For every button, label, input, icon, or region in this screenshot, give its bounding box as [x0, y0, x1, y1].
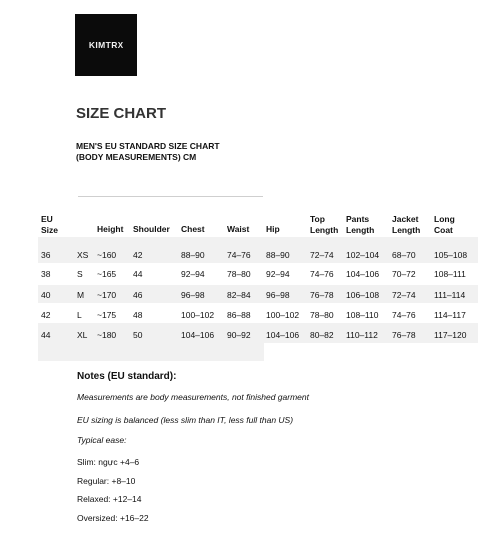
header-pants-length: Pants Length: [346, 214, 375, 235]
cell-long-coat: 111–114: [434, 290, 466, 300]
subtitle-line-1: MEN'S EU STANDARD SIZE CHART: [76, 141, 220, 151]
cell-letter: L: [77, 310, 82, 320]
cell-height: ~180: [97, 330, 117, 340]
divider: [78, 196, 263, 197]
cell-height: ~160: [97, 250, 117, 260]
cell-letter: M: [77, 290, 85, 300]
header-hip: Hip: [266, 224, 280, 234]
cell-long-coat: 117–120: [434, 330, 467, 340]
cell-shoulder: 48: [133, 310, 143, 320]
cell-eu: 42: [41, 310, 51, 320]
cell-chest: 92–94: [181, 269, 205, 279]
header-height: Height: [97, 224, 124, 234]
cell-chest: 104–106: [181, 330, 215, 340]
cell-shoulder: 44: [133, 269, 143, 279]
cell-hip: 104–106: [266, 330, 300, 340]
note-ease-regular: Regular: +8–10: [77, 476, 136, 486]
header-eu-size: EU Size: [41, 214, 59, 235]
header-waist: Waist: [227, 224, 250, 234]
cell-pants-length: 104–106: [346, 269, 380, 279]
cell-chest: 88–90: [181, 250, 205, 260]
cell-shoulder: 50: [133, 330, 143, 340]
cell-chest: 96–98: [181, 290, 205, 300]
brand-logo: [75, 14, 137, 76]
cell-top-length: 74–76: [310, 269, 334, 279]
cell-waist: 86–88: [227, 310, 251, 320]
row-shade-tail: [38, 343, 264, 361]
cell-shoulder: 42: [133, 250, 143, 260]
cell-pants-length: 106–108: [346, 290, 380, 300]
note-ease-oversized: Oversized: +16–22: [77, 513, 149, 523]
cell-hip: 88–90: [266, 250, 290, 260]
cell-hip: 96–98: [266, 290, 290, 300]
header-chest: Chest: [181, 224, 205, 234]
chart-subtitle: [76, 141, 336, 162]
note-typical-ease: Typical ease:: [77, 435, 127, 445]
note-sizing-balance: EU sizing is balanced (less slim than IT, less full than US): [77, 415, 294, 425]
subtitle-line-2: (BODY MEASUREMENTS) CM: [76, 151, 197, 162]
cell-pants-length: 108–110: [346, 310, 379, 320]
cell-height: ~175: [97, 310, 117, 320]
cell-jacket-length: 72–74: [392, 290, 416, 300]
cell-letter: S: [77, 269, 83, 279]
cell-hip: 100–102: [266, 310, 300, 320]
cell-chest: 100–102: [181, 310, 215, 320]
notes-heading: Notes (EU standard):: [77, 371, 177, 382]
cell-top-length: 78–80: [310, 310, 334, 320]
cell-eu: 38: [41, 269, 51, 279]
cell-top-length: 76–78: [310, 290, 334, 300]
cell-top-length: 80–82: [310, 330, 334, 340]
note-measurements: Measurements are body measurements, not finished garment: [77, 392, 309, 402]
page-title: SIZE CHART: [76, 105, 166, 122]
cell-waist: 74–76: [227, 250, 251, 260]
cell-pants-length: 102–104: [346, 250, 380, 260]
cell-jacket-length: 70–72: [392, 269, 416, 279]
cell-eu: 44: [41, 330, 51, 340]
logo-text: KIMTR: [88, 40, 118, 50]
cell-long-coat: 114–117: [434, 310, 466, 320]
cell-jacket-length: 76–78: [392, 330, 416, 340]
cell-long-coat: 108–111: [434, 269, 466, 279]
note-ease-slim: Slim: ngực +4–6: [77, 457, 140, 467]
cell-top-length: 72–74: [310, 250, 334, 260]
cell-eu: 36: [41, 250, 51, 260]
cell-height: ~165: [97, 269, 117, 279]
cell-hip: 92–94: [266, 269, 290, 279]
cell-long-coat: 105–108: [434, 250, 468, 260]
cell-eu: 40: [41, 290, 51, 300]
note-ease-relaxed: Relaxed: +12–14: [77, 494, 142, 504]
cell-jacket-length: 74–76: [392, 310, 416, 320]
header-jacket-length: Jacket Length: [392, 214, 421, 235]
cell-height: ~170: [97, 290, 117, 300]
header-top-length: Top Length: [310, 214, 339, 235]
cell-shoulder: 46: [133, 290, 143, 300]
logo-x-mark: X: [117, 40, 124, 50]
cell-jacket-length: 68–70: [392, 250, 416, 260]
cell-letter: XL: [77, 330, 88, 340]
header-shoulder: Shoulder: [133, 224, 170, 234]
cell-pants-length: 110–112: [346, 330, 378, 340]
cell-waist: 90–92: [227, 330, 251, 340]
header-long-coat: Long Coat: [434, 214, 455, 235]
cell-waist: 82–84: [227, 290, 251, 300]
cell-waist: 78–80: [227, 269, 251, 279]
cell-letter: XS: [77, 250, 89, 260]
